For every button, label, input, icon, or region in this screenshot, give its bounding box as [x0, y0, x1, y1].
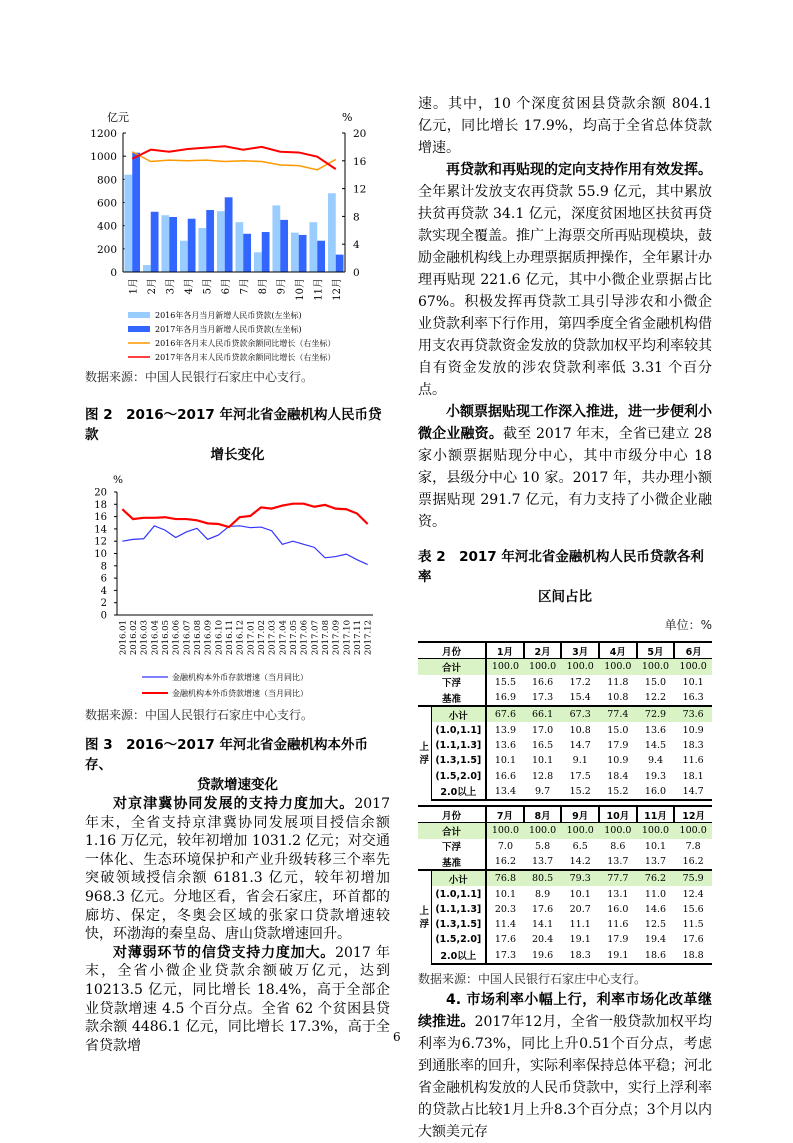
line-series-1	[122, 504, 367, 527]
bar-1-3	[188, 219, 196, 272]
figure-caption-line: 增长变化	[210, 447, 265, 463]
table-cell: 72.9	[637, 706, 675, 722]
x-tick-label: 2017.05	[289, 620, 299, 656]
month-header: 8月	[524, 806, 562, 823]
table-row	[418, 902, 712, 917]
row-label: (1.3,1.5]	[435, 919, 482, 931]
paragraph	[418, 401, 712, 533]
table-cell: 14.5	[644, 739, 667, 751]
side-label: 上浮	[418, 706, 431, 800]
bar-1-8	[280, 220, 288, 272]
table-cell: 16.2	[486, 854, 524, 870]
bar-1-4	[206, 210, 214, 272]
month-header: 12月	[674, 806, 712, 823]
y-tick: 14	[94, 524, 107, 536]
x-tick-label: 2016.11	[225, 620, 235, 656]
row-label: 2.0以上	[431, 784, 486, 800]
y-tick-left: 400	[96, 220, 117, 233]
paragraph	[418, 989, 712, 1143]
table-cell: 13.6	[486, 738, 524, 753]
table-cell: 10.1	[569, 888, 591, 900]
paragraph-heading: 对京津冀协同发展的支持力度加大。	[113, 796, 355, 812]
bar-0-3	[180, 241, 188, 272]
right-column	[418, 93, 712, 1143]
table-cell: 18.3	[682, 739, 704, 751]
table-cell: 15.4	[569, 692, 591, 704]
table-cell: 15.0	[644, 676, 667, 688]
legend-label: 2016年各月当月新增人民币贷款(左坐标)	[155, 311, 302, 320]
line-series-3	[132, 146, 336, 169]
left-column	[85, 105, 390, 1055]
table-cell: 19.3	[644, 770, 667, 782]
table-row	[418, 722, 712, 737]
row-label: 合计	[418, 823, 486, 839]
data-source: 数据来源：中国人民银行石家庄中心支行。	[418, 971, 647, 986]
legend-swatch	[128, 312, 150, 318]
table-cell: 10.9	[607, 755, 629, 767]
table-cell: 11.5	[682, 919, 704, 931]
table-cell: 17.6	[682, 934, 704, 946]
x-tick-label: 8月	[257, 278, 269, 295]
table-cell: 13.7	[607, 856, 629, 867]
month-header: 1月	[486, 642, 524, 659]
bar-1-5	[225, 197, 233, 272]
table-row	[418, 948, 712, 964]
month-header: 5月	[637, 642, 675, 659]
x-tick-label: 10月	[294, 278, 306, 301]
y-tick-right: 0	[353, 267, 360, 279]
x-tick-label: 2017.02	[257, 620, 267, 656]
y-tick: 20	[94, 487, 107, 499]
table-cell: 13.1	[607, 888, 629, 900]
table-row	[418, 870, 712, 886]
table-cell: 18.6	[637, 948, 675, 964]
x-tick-label: 2017.01	[246, 620, 257, 656]
table-cell: 10.8	[607, 692, 629, 704]
page-number: 6	[393, 1030, 401, 1044]
table-row	[418, 690, 712, 706]
paragraph: 速。其中，10 个深度贫困县贷款余额 804.1 亿元，同比增长 17.9%，均高于全省总体贷款增速。	[418, 96, 712, 156]
table-cell: 9.1	[572, 755, 588, 767]
paragraph-text: 2017年12月，全省一般贷款加权平均利率为6.73%，同比上升0.51个百分点，考虑到通胀率的回升，实际利率保持总体平稳；河北省金融机构发放的人民币贷款中，实行上浮利率的贷款占比较1月上升8.3个百分点；3个月以内大额美元存	[418, 1013, 713, 1140]
y-tick-right: 16	[353, 155, 367, 168]
row-label: (1.1,1.3]	[435, 903, 482, 915]
x-tick-label: 3月	[165, 278, 177, 295]
x-tick-label: 2017.03	[267, 620, 278, 656]
legend-label: 2017年各月末人民币贷款余额同比增长（右坐标）	[155, 353, 336, 362]
table-cell: 10.8	[569, 724, 591, 736]
table-cell: 10.1	[682, 676, 704, 688]
table-cell: 16.0	[637, 784, 675, 800]
table-half	[418, 641, 712, 801]
table-cell: 100.0	[561, 659, 599, 675]
bar-0-10	[309, 222, 317, 272]
row-label: 下浮	[442, 678, 462, 690]
month-header: 11月	[637, 806, 675, 823]
paragraph-heading: 再贷款和再贴现的定向支持作用有效发挥。	[446, 162, 712, 178]
table-cell: 8.9	[535, 888, 551, 900]
data-source: 数据来源：中国人民银行石家庄中心支行。	[85, 708, 314, 722]
x-tick-label: 2016.01	[118, 620, 129, 656]
table-cell: 12.5	[644, 919, 667, 931]
bar-1-7	[262, 232, 270, 272]
legend-label: 2017年各月当月新增人民币贷款(左坐标)	[155, 325, 302, 334]
table-cell: 10.9	[682, 724, 704, 736]
table-cell: 16.9	[486, 690, 524, 706]
x-tick-label: 2016.07	[182, 620, 193, 656]
interest-rate-table	[418, 641, 712, 965]
table-cell: 14.6	[644, 903, 667, 915]
table-cell: 100.0	[524, 823, 562, 839]
month-header: 6月	[674, 642, 712, 659]
table-cell: 13.6	[644, 724, 667, 736]
x-tick-label: 2017.12	[363, 620, 374, 656]
table-cell: 14.7	[674, 784, 712, 800]
table-cell: 20.7	[569, 903, 591, 915]
table-cell: 100.0	[637, 659, 675, 675]
table-cell: 77.7	[599, 870, 637, 886]
x-tick-label: 2017.07	[310, 620, 321, 656]
table-row	[418, 784, 712, 800]
row-label: 小计	[431, 870, 486, 886]
table-cell: 7.0	[486, 839, 524, 854]
legend-label: 2016年各月末人民币贷款余额同比增长（右坐标）	[155, 339, 336, 348]
table-cell: 11.8	[607, 676, 629, 688]
y-tick-left: 800	[96, 174, 117, 187]
table-cell: 12.2	[644, 692, 667, 704]
table-cell: 16.6	[486, 768, 524, 783]
bar-1-9	[299, 235, 307, 272]
table-cell: 17.6	[531, 903, 554, 915]
paragraph-heading: 小额票据贴现工作深入推进，进一步便利小微企业融资。	[418, 404, 712, 442]
bar-0-11	[328, 193, 336, 272]
month-header: 9月	[561, 806, 599, 823]
table-unit: 单位：%	[664, 618, 712, 632]
table-caption-line: 区间占比	[538, 589, 592, 605]
table-cell: 80.5	[524, 870, 562, 886]
table-cell: 20.4	[531, 934, 554, 946]
table-cell: 15.2	[561, 784, 599, 800]
table-cell: 16.5	[531, 739, 554, 751]
table-cell: 100.0	[674, 823, 712, 839]
y-tick-right: 20	[353, 128, 367, 140]
figure-caption-line: 图 3 2016～2017 年河北省金融机构本外币存、	[85, 737, 368, 773]
y-tick-right: 4	[353, 239, 360, 252]
table-cell: 73.6	[674, 706, 712, 722]
paragraph-text: 2017 年末，全省小微企业贷款余额破万亿元，达到 10213.5 亿元，同比增长 18.4%，高于全部企业贷款增速 4.5 个百分点。全省 62 个贫困县贷款余额 4486.1 亿元，同比增长 17.3%，高于全省贷款增	[85, 944, 390, 1054]
chart-loan-growth	[80, 105, 380, 365]
table-cell: 75.9	[674, 870, 712, 886]
table-cell: 76.2	[637, 870, 675, 886]
table-cell: 11.1	[569, 919, 591, 931]
header-label: 月份	[418, 642, 486, 659]
table-row	[418, 917, 712, 932]
y-tick-left: 600	[96, 197, 117, 210]
table-cell: 14.1	[531, 919, 554, 931]
x-tick-label: 2016.05	[161, 620, 171, 656]
table-header-row	[418, 806, 712, 823]
y-tick: 0	[100, 610, 107, 622]
table-cell: 5.8	[535, 840, 551, 852]
table-cell: 19.1	[569, 934, 591, 946]
bar-1-10	[317, 241, 325, 272]
table-cell: 10.1	[531, 755, 554, 767]
x-tick-label: 2016.03	[139, 620, 150, 656]
y-tick-left: 1000	[90, 151, 117, 164]
table-caption-line: 表 2 2017 年河北省金融机构人民币贷款各利率	[418, 549, 704, 585]
table-cell: 18.8	[674, 948, 712, 964]
month-header: 7月	[486, 806, 524, 823]
y-tick: 6	[100, 573, 107, 585]
table-row	[418, 768, 712, 783]
table-caption	[418, 547, 712, 607]
y-tick: 8	[100, 561, 107, 573]
table-cell: 16.6	[531, 676, 554, 688]
bar-1-11	[336, 255, 344, 272]
x-tick-label: 2017.06	[299, 620, 310, 656]
x-tick-label: 12月	[331, 278, 343, 301]
row-label: (1.3,1.5]	[435, 755, 482, 767]
y-axis-label: %	[113, 474, 123, 486]
table-cell: 8.6	[610, 840, 626, 852]
x-tick-label: 2016.04	[150, 620, 161, 656]
bar-0-5	[217, 211, 225, 272]
row-label: 基准	[442, 857, 462, 869]
table-cell: 17.6	[486, 932, 524, 947]
table-row	[418, 839, 712, 854]
bar-1-6	[243, 234, 251, 272]
table-row	[418, 886, 712, 901]
table-cell: 76.8	[486, 870, 524, 886]
row-label: (1.0,1.1]	[435, 724, 482, 736]
table-cell: 15.2	[599, 784, 637, 800]
bar-0-1	[143, 265, 151, 272]
table-cell: 100.0	[486, 659, 524, 675]
x-tick-label: 5月	[202, 278, 214, 295]
table-row	[418, 823, 712, 839]
paragraph-text: 截至 2017 年末，全省已建立 28 家小额票据贴现分中心，其中市级分中心 18 家，县级分中心 10 家。2017 年，共办理小额票据贴现 291.7 亿元，有力支持了小微企业融资。	[418, 426, 713, 530]
x-tick-label: 2017.10	[342, 620, 353, 656]
table-cell: 6.5	[572, 840, 588, 852]
paragraph	[418, 159, 712, 401]
bar-0-8	[272, 205, 280, 272]
figure-caption	[85, 405, 390, 465]
bar-1-2	[169, 217, 177, 272]
table-cell: 15.5	[486, 675, 524, 690]
paragraph	[85, 944, 390, 1056]
row-label: 2.0以上	[431, 948, 486, 964]
table-cell: 17.5	[569, 770, 591, 782]
row-label: (1.5,2.0]	[435, 770, 482, 782]
table-cell: 15.6	[682, 903, 704, 915]
y-tick: 2	[100, 598, 107, 610]
table-cell: 11.0	[644, 888, 667, 900]
table-cell: 10.1	[644, 840, 667, 852]
x-tick-label: 1月	[128, 278, 140, 295]
table-row	[418, 675, 712, 690]
right-axis-label: %	[342, 111, 353, 124]
x-tick-label: 2016.06	[171, 620, 182, 656]
y-tick: 18	[94, 499, 107, 511]
table-cell: 17.3	[531, 692, 554, 704]
paragraph-text: 全年累计发放支农再贷款 55.9 亿元，其中累放扶贫再贷款 34.1 亿元，深度贫困地区扶贫再贷款实现全覆盖。推广上海票交所再贴现模块，鼓励金融机构线上办理票据质押操作，全年累计办理再贴现 221.6 亿元，其中小微企业票据占比 67%。积极发挥再贷款工具引导涉农和小微企业贷款利率下行作用，第四季度全省金融机构借用支农再贷款资金发放的贷款加权平均利率较其自有资金发放的涉农贷款利率低 3.31 个百分点。	[418, 184, 712, 398]
x-tick-label: 2016.12	[235, 620, 246, 656]
y-tick: 16	[94, 512, 107, 524]
y-tick-right: 8	[353, 211, 360, 224]
table-cell: 100.0	[674, 659, 712, 675]
table-cell: 17.2	[569, 676, 591, 688]
x-tick-label: 2017.11	[353, 620, 363, 656]
table-cell: 100.0	[486, 823, 524, 839]
table-cell: 100.0	[599, 823, 637, 839]
table-cell: 16.2	[682, 856, 704, 867]
figure-caption-line: 图 2 2016～2017 年河北省金融机构人民币贷款	[85, 407, 382, 443]
table-cell: 11.6	[682, 755, 704, 767]
table-header-row	[418, 642, 712, 659]
header-label: 月份	[418, 806, 486, 823]
month-header: 2月	[524, 642, 562, 659]
y-tick: 12	[94, 536, 107, 548]
bar-0-9	[291, 233, 299, 272]
table-cell: 17.0	[531, 724, 554, 736]
row-label: (1.5,2.0]	[435, 934, 482, 946]
y-tick-left: 200	[96, 243, 117, 256]
y-tick-left: 1200	[90, 128, 117, 140]
table-cell: 9.7	[524, 784, 562, 800]
table-cell: 13.7	[644, 856, 667, 867]
month-header: 4月	[599, 642, 637, 659]
x-tick-label: 2月	[146, 278, 158, 295]
month-header: 3月	[561, 642, 599, 659]
legend-swatch	[128, 326, 150, 332]
paragraph-heading: 对薄弱环节的信贷支持力度加大。	[113, 944, 336, 961]
y-tick: 10	[94, 549, 107, 560]
table-cell: 13.4	[486, 784, 524, 800]
bar-0-2	[161, 215, 169, 272]
table-cell: 20.3	[486, 902, 524, 917]
paragraph	[85, 795, 390, 944]
row-label: 小计	[431, 706, 486, 722]
left-axis-label: 亿元	[107, 111, 129, 124]
table-cell: 67.6	[486, 706, 524, 722]
bar-0-7	[254, 252, 262, 272]
x-tick-label: 2017.04	[278, 620, 289, 656]
chart-deposit-loan-growth	[80, 469, 380, 701]
table-cell: 79.3	[561, 870, 599, 886]
bar-0-6	[235, 222, 243, 272]
y-tick-right: 12	[353, 183, 367, 196]
bar-1-1	[151, 212, 159, 272]
y-tick-left: 0	[110, 267, 117, 279]
x-tick-label: 6月	[220, 278, 232, 295]
y-tick: 4	[100, 585, 107, 597]
row-label: 基准	[442, 693, 462, 705]
table-row	[418, 738, 712, 753]
table-cell: 16.0	[607, 903, 629, 915]
row-label: (1.1,1.3]	[435, 739, 482, 751]
table-cell: 14.2	[569, 856, 591, 867]
table-cell: 67.3	[561, 706, 599, 722]
table-row	[418, 753, 712, 768]
bar-0-4	[198, 228, 206, 272]
table-cell: 15.0	[607, 724, 629, 736]
table-cell: 100.0	[561, 823, 599, 839]
figure-caption	[85, 735, 390, 795]
table-cell: 100.0	[637, 823, 675, 839]
table-row	[418, 932, 712, 947]
table-cell: 18.4	[607, 770, 629, 782]
table-cell: 10.1	[486, 886, 524, 901]
table-cell: 100.0	[599, 659, 637, 675]
row-label: 合计	[418, 659, 486, 675]
paragraph-heading: 4. 市场利率小幅上行，利率市场化改革继续推进。	[418, 991, 712, 1030]
table-cell: 19.1	[599, 948, 637, 964]
table-cell: 14.7	[569, 739, 591, 751]
table-row	[418, 706, 712, 722]
table-cell: 7.8	[685, 840, 701, 852]
x-tick-label: 9月	[276, 278, 288, 295]
table-row	[418, 659, 712, 675]
table-cell: 66.1	[524, 706, 562, 722]
x-tick-label: 2016.08	[193, 620, 203, 656]
row-label: 下浮	[442, 842, 462, 854]
table-cell: 19.4	[644, 934, 667, 946]
x-tick-label: 2016.09	[203, 620, 214, 656]
line-series-0	[122, 526, 367, 565]
legend-label: 金融机构本外币存款增速（当月同比）	[172, 673, 308, 682]
side-label: 上浮	[418, 870, 431, 964]
table-cell: 11.4	[486, 917, 524, 932]
table-row	[418, 854, 712, 870]
x-tick-label: 4月	[183, 278, 195, 295]
x-tick-label: 2016.10	[214, 620, 225, 656]
row-label: (1.0,1.1]	[435, 888, 482, 900]
table-cell: 77.4	[599, 706, 637, 722]
x-tick-label: 7月	[239, 278, 251, 295]
table-cell: 16.3	[682, 692, 704, 704]
table-half	[418, 805, 712, 965]
bar-1-0	[132, 153, 140, 272]
table-cell: 19.6	[524, 948, 562, 964]
table-cell: 17.9	[607, 739, 629, 751]
x-tick-label: 2016.02	[129, 620, 139, 656]
table-cell: 10.1	[486, 753, 524, 768]
table-cell: 17.9	[607, 934, 629, 946]
bar-0-0	[124, 175, 132, 272]
table-cell: 13.7	[531, 856, 554, 867]
figure-caption-line: 贷款增速变化	[197, 777, 278, 793]
table-cell: 13.9	[486, 722, 524, 737]
table-cell: 12.8	[531, 770, 554, 782]
x-tick-label: 2017.08	[321, 620, 331, 656]
table-cell: 12.4	[682, 888, 704, 900]
table-cell: 11.6	[607, 919, 629, 931]
table-cell: 18.1	[682, 770, 704, 782]
legend-label: 金融机构本外币贷款增速（当月同比）	[172, 689, 308, 698]
table-cell: 9.4	[647, 755, 664, 767]
table-cell: 17.3	[486, 948, 524, 964]
table-cell: 100.0	[524, 659, 562, 675]
x-tick-label: 11月	[313, 278, 325, 301]
table-cell: 18.3	[561, 948, 599, 964]
paragraph-text: 2017 年末，全省支持京津冀协同发展项目授信余额 1.16 万亿元，较年初增加 1031.2 亿元；对交通一体化、生态环境保护和产业升级转移三个率先突破领域授信余额 6181.3 亿元，较年初增加 968.3 亿元。分地区看，省会石家庄，环首都的廊坊、保定，冬奥会区域的张家口贷款增速较快，环渤海的秦皇岛、唐山贷款增速回升。	[85, 796, 390, 943]
month-header: 10月	[599, 806, 637, 823]
data-source: 数据来源：中国人民银行石家庄中心支行。	[85, 370, 314, 384]
x-tick-label: 2017.09	[331, 620, 342, 656]
